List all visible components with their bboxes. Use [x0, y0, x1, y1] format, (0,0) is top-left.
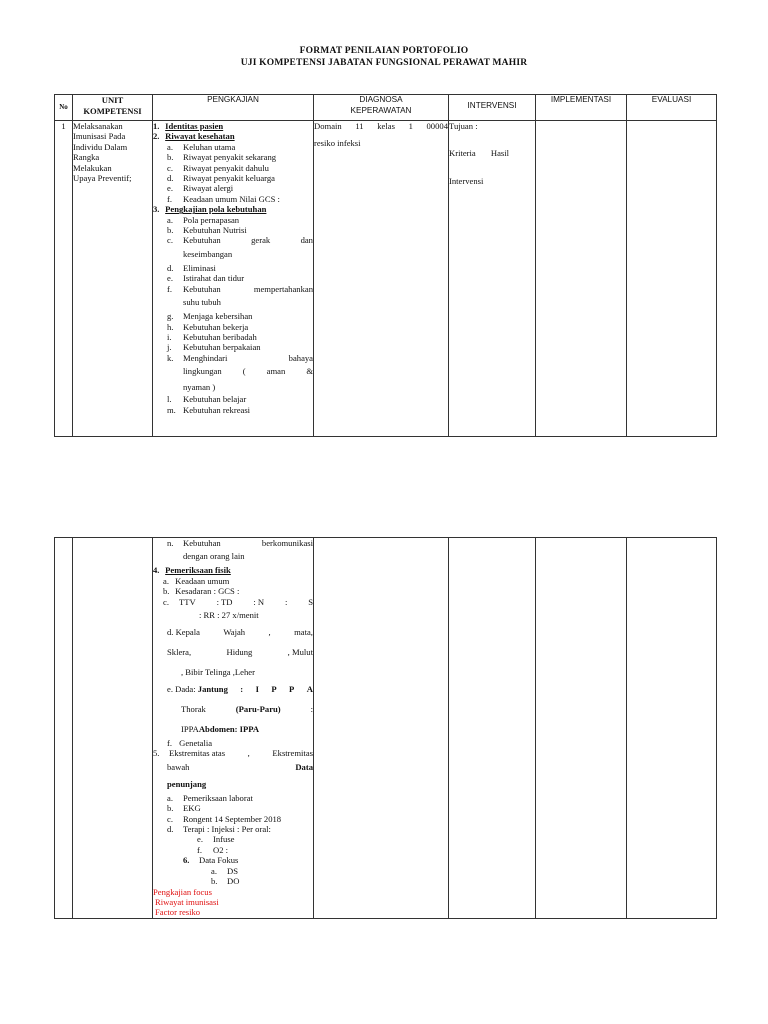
section-riwayat: 2. Riwayat kesehatan [153, 131, 235, 142]
document-subtitle: UJI KOMPETENSI JABATAN FUNGSIONAL PERAWAT MAHIR [240, 58, 528, 68]
list-item: m. Kebutuhan rekreasi [167, 404, 251, 415]
header-pengkajian: PENGKAJIAN [153, 95, 314, 121]
list-item: k. Menghindari bahaya [167, 352, 313, 363]
table-row [55, 121, 717, 437]
row-number: 1 [55, 121, 73, 437]
implementasi-cell [536, 538, 627, 919]
pengkajian-cell: 1. Identitas pasien 2. Riwayat kesehatan a. Keluhan utama b. Riwayat penyakit sekarang c. Riwayat penyakit dahulu d. Riwayat penyakit keluarga e. Riwayat alergi f. Keadaan umum Nilai GCS : 3. Pengkajian pola kebutuhan a. Pola pernapasan b. Kebutuhan Nutrisi c. Kebutuhan gerak dan keseimbangan d. Eliminasi e. Istirahat dan tidur f. Kebutuhan mempertahankan suhu tubuh g. Menjaga kebersihan h. Kebutuhan bekerja i. Kebutuhan beribadah j. Kebutuhan berpakaian k. Menghindari bahaya lingkungan ( aman & nyaman ) l. Kebutuhan belajar m. Kebutuhan rekreasi [153, 121, 314, 437]
list-item: e. Dada: Jantung : I P P A [167, 684, 313, 695]
table-row [55, 538, 717, 919]
list-item: b. Riwayat penyakit sekarang [167, 152, 277, 163]
header-intervensi: INTERVENSI [449, 95, 536, 121]
list-item: e. Istirahat dan tidur [167, 273, 245, 284]
list-item: g. Menjaga kebersihan [167, 311, 253, 322]
list-item: b. EKG [167, 803, 201, 814]
evaluasi-cell [627, 121, 717, 437]
diagnosa-cell [314, 538, 449, 919]
list-item: a. DS [211, 865, 238, 876]
unit-kompetensi-cell: Melaksanakan Imunisasi Pada Individu Dalam Rangka Melakukan Upaya Preventif; [73, 121, 153, 437]
list-item: b. Kebutuhan Nutrisi [167, 225, 247, 236]
list-item: b. DO [211, 876, 240, 887]
list-item: h. Kebutuhan bekerja [167, 321, 249, 332]
list-item: e. Infuse [197, 834, 235, 845]
red-note-factor-resiko: Factor resiko [155, 907, 201, 918]
list-item: a. Keadaan umum [163, 575, 230, 586]
diagnosa-cell: Domain 11 kelas 1 00004 resiko infeksi [314, 121, 449, 437]
pengkajian-cell: n. Kebutuhan berkomunikasi dengan orang lain 4. Pemeriksaan fisik a. Keadaan umum b. Kesadaran : GCS : c. TTV : TD : N : S : RR : 27 x/menit d. Kepala Wajah , mata, Sklera, Hidung , Mulut , Bibir Telinga ,Leher e. Dada: Jantung : I P P A Thorak (Paru-Paru) : IPPAAbdomen: IPPA f. Genetalia 5. Ekstremitas atas , Ekstremitas bawah Data penunjang a. Pemeriksaan laborat b. EKG c. Rongent 14 September 2018 d. Terapi : Injeksi : Per oral: e. Infuse f. O2 : 6. Data Fokus a. DS b. DO Pengkajian focus Riwayat imunisasi Factor resiko [153, 538, 313, 918]
list-item: c. Rongent 14 September 2018 [167, 813, 282, 824]
list-item: f. O2 : [197, 844, 229, 855]
list-item: d. Eliminasi [167, 262, 216, 273]
implementasi-cell [536, 121, 627, 437]
list-item: b. Kesadaran : GCS : [163, 586, 240, 597]
list-item: c. Riwayat penyakit dahulu [167, 162, 269, 173]
list-item: l. Kebutuhan belajar [167, 394, 247, 405]
list-item: d. Riwayat penyakit keluarga [167, 173, 275, 184]
row-number [55, 538, 73, 919]
evaluasi-cell [627, 538, 717, 919]
red-note-riwayat-imunisasi: Riwayat imunisasi [155, 896, 219, 907]
list-item: a. Keluhan utama [167, 141, 236, 152]
list-item: a. Pemeriksaan laborat [167, 792, 253, 803]
list-item: f. Kebutuhan mempertahankan [167, 283, 313, 294]
header-diagnosa: DIAGNOSA KEPERAWATAN [314, 95, 449, 121]
list-item: d. Terapi : Injeksi : Per oral: [167, 824, 271, 835]
portfolio-table-page-2 [54, 537, 717, 919]
section-ekstremitas: 5. Ekstremitas atas , Ekstremitas [153, 748, 313, 759]
list-item: d. Kepala Wajah , mata, [167, 627, 313, 638]
red-note-pengkajian-focus: Pengkajian focus [153, 886, 212, 897]
intervensi-cell: Tujuan : Kriteria Hasil Intervensi [449, 121, 536, 437]
list-item: a. Pola pernapasan [167, 214, 240, 225]
header-no: No [55, 95, 73, 121]
intervensi-cell [449, 538, 536, 919]
portfolio-table-page-1 [54, 94, 717, 437]
header-implementasi: IMPLEMENTASI [536, 95, 627, 121]
list-item: f. Keadaan umum Nilai GCS : [167, 193, 280, 204]
list-item: i. Kebutuhan beribadah [167, 331, 257, 342]
list-item: j. Kebutuhan berpakaian [167, 342, 261, 353]
list-item: e. Riwayat alergi [167, 183, 234, 194]
list-item: n. Kebutuhan berkomunikasi [167, 538, 313, 548]
section-pemeriksaan-fisik: 4. Pemeriksaan fisik [153, 565, 231, 576]
header-unit-kompetensi: UNIT KOMPETENSI [73, 95, 153, 121]
unit-kompetensi-cell [73, 538, 153, 919]
list-item: c. TTV : TD : N : S [163, 596, 313, 607]
section-identitas: 1. Identitas pasien [153, 121, 224, 131]
section-data-fokus: 6. Data Fokus [183, 855, 239, 866]
document-title: FORMAT PENILAIAN PORTOFOLIO [299, 46, 469, 56]
header-row [55, 95, 717, 121]
section-pola-kebutuhan: 3. Pengkajian pola kebutuhan [153, 204, 267, 215]
list-item: f. Genetalia [167, 738, 213, 749]
list-item: c. Kebutuhan gerak dan [167, 235, 313, 246]
header-evaluasi: EVALUASI [627, 95, 717, 121]
